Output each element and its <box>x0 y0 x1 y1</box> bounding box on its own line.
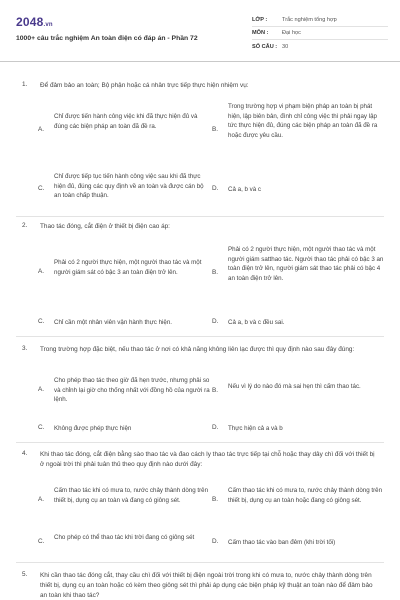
question-text: Thao tác đóng, cắt điện ở thiết bị điện cao áp: <box>40 223 170 230</box>
option-letter: A. <box>38 126 45 133</box>
option-letter: C. <box>38 538 45 545</box>
option-letter: C. <box>38 424 45 431</box>
option-letter: B. <box>212 387 219 394</box>
option-text: Trong trường hợp vi phạm biện pháp an toàn bị phát hiện, lập biên bản, đình chỉ công việc thì phải ngay lập tức thực hiện đủ, đúng các biện pháp an toàn đã đề ra hoặc được yêu cầu. <box>228 103 378 139</box>
option-d[interactable] <box>212 183 388 197</box>
option-letter: B. <box>212 269 219 276</box>
option-b[interactable] <box>212 245 388 305</box>
option-text: Phải có 2 người thực hiện, một người thao tác và một người giám sát có bậc 3 an toàn điện trở lên. <box>54 259 202 276</box>
meta-label: SỐ CÂU : <box>252 43 278 50</box>
option-a[interactable] <box>38 486 218 518</box>
question-text: Khi thao tác đóng, cắt điện bằng sào thao tác và đao cách ly thao tác trực tiếp tại chỗ hoặc thay dây chì đối với thiết bị ở ngoài trời thì phải tuân thủ theo quy định nào dưới đây: <box>40 451 375 468</box>
option-text: Chỉ được tiến hành công việc khi đã thực hiện đủ và đúng các biện pháp an toàn đã đề ra. <box>54 113 198 130</box>
option-letter: A. <box>38 268 45 275</box>
option-text: Cho phép thao tác theo giờ đã hẹn trước, nhưng phải so và chỉnh lại giờ cho thống nhất với đồng hồ của người ra lệnh. <box>54 377 210 404</box>
meta-value: Trắc nghiệm tổng hợp <box>282 17 337 23</box>
option-text: Cả a, b và c <box>228 186 262 193</box>
option-d[interactable] <box>212 424 388 436</box>
option-letter: C. <box>38 185 45 192</box>
meta-row-subject <box>252 27 388 40</box>
document-title: 1000+ câu trắc nghiệm An toàn điện có đáp án - Phần 72 <box>16 35 198 42</box>
option-text: Cả a, b và c đều sai. <box>228 319 285 326</box>
meta-row-class <box>252 14 388 27</box>
question-text: Khi cần thao tác đóng cắt, thay cầu chì đối với thiết bị điện ngoài trời trong khi có mưa to, nước chảy thành dòng trên thiết bị, dụng cụ an toàn hoặc có kèm theo giông sét thì phải áp dụng các biện pháp kỹ thuật an toàn nào để đảm bảo an toàn khi thao tác? <box>40 572 373 599</box>
option-letter: D. <box>212 318 219 325</box>
document-meta <box>252 14 388 53</box>
option-d[interactable] <box>212 538 388 550</box>
option-letter: D. <box>212 424 219 431</box>
question-text: Trong trường hợp đặc biệt, nếu thao tác ở nơi có khả năng không liên lạc được thì quy định nào sau đây đúng: <box>40 346 355 353</box>
page-header <box>0 0 400 62</box>
question-4 <box>0 450 400 470</box>
option-a[interactable] <box>38 112 218 152</box>
question-number: 1. <box>22 81 28 88</box>
question-divider <box>16 336 384 337</box>
question-number: 3. <box>22 345 28 352</box>
question-divider <box>16 562 384 563</box>
question-number: 2. <box>22 222 28 229</box>
meta-row-count <box>252 40 388 53</box>
option-c[interactable] <box>38 424 218 436</box>
question-divider <box>16 216 384 217</box>
site-logo[interactable] <box>16 15 53 29</box>
option-text: Không được phép thực hiện <box>54 425 132 432</box>
question-divider <box>16 442 384 443</box>
meta-value: 30 <box>282 43 289 50</box>
option-letter: B. <box>212 126 219 133</box>
logo-main: 2048 <box>16 15 44 29</box>
question-3 <box>0 345 400 355</box>
option-b[interactable] <box>212 486 388 518</box>
option-text: Cấm thao tác khi có mưa to, nước chảy thành dòng trên thiết bị, dụng cụ an toàn và đang có giông sét. <box>54 487 209 504</box>
question-2 <box>0 222 400 232</box>
question-number: 4. <box>22 450 28 457</box>
option-text: Cấm thao tác vào ban đêm (khi trời tối) <box>228 539 336 546</box>
question-1 <box>0 81 400 91</box>
option-letter: A. <box>38 496 45 503</box>
option-c[interactable] <box>38 172 218 212</box>
question-5 <box>0 571 400 600</box>
option-text: Cấm thao tác khi có mưa to, nước chảy thành dòng trên thiết bị, dụng cụ an toàn hoặc đang có giông sét. <box>228 487 383 504</box>
option-letter: A. <box>38 386 45 393</box>
option-a[interactable] <box>38 258 218 290</box>
option-b[interactable] <box>212 102 388 162</box>
meta-label: MÔN : <box>252 30 269 36</box>
option-text: Cho phép có thể thao tác khi trời đang có giông sét <box>54 534 195 541</box>
option-c[interactable] <box>38 533 218 555</box>
option-c[interactable] <box>38 318 218 330</box>
option-b[interactable] <box>212 382 388 404</box>
option-letter: C. <box>38 318 45 325</box>
meta-label: LỚP : <box>252 17 268 23</box>
option-d[interactable] <box>212 318 388 330</box>
option-text: Chỉ được tiếp tục tiến hành công việc sau khi đã thực hiện đủ, đúng các quy định về an toàn và được cán bộ an toàn chấp thuận. <box>54 173 204 200</box>
logo-tld: .vn <box>43 22 53 28</box>
option-letter: B. <box>212 496 219 503</box>
meta-value: Đại học <box>282 30 301 36</box>
option-letter: D. <box>212 538 219 545</box>
option-text: Chỉ cần một nhân viên vận hành thực hiện. <box>54 319 172 326</box>
option-text: Nếu vì lý do nào đó mà sai hẹn thì cấm thao tác. <box>228 383 361 390</box>
option-text: Thực hiện cả a và b <box>228 425 283 432</box>
option-text: Phải có 2 người thực hiện, một người thao tác và một người giám satthao tác. Người thao tác phải có bậc 3 an toàn điện trở lên, người giám sát thao tác phải có bậc 4 an toàn điện trở lên. <box>228 246 384 282</box>
option-a[interactable] <box>38 376 218 408</box>
option-letter: D. <box>212 185 219 192</box>
question-number: 5. <box>22 571 28 578</box>
question-text: Để đảm bảo an toàn; Bộ phận hoặc cá nhân trực tiếp thực hiện nhiệm vụ: <box>40 82 249 89</box>
